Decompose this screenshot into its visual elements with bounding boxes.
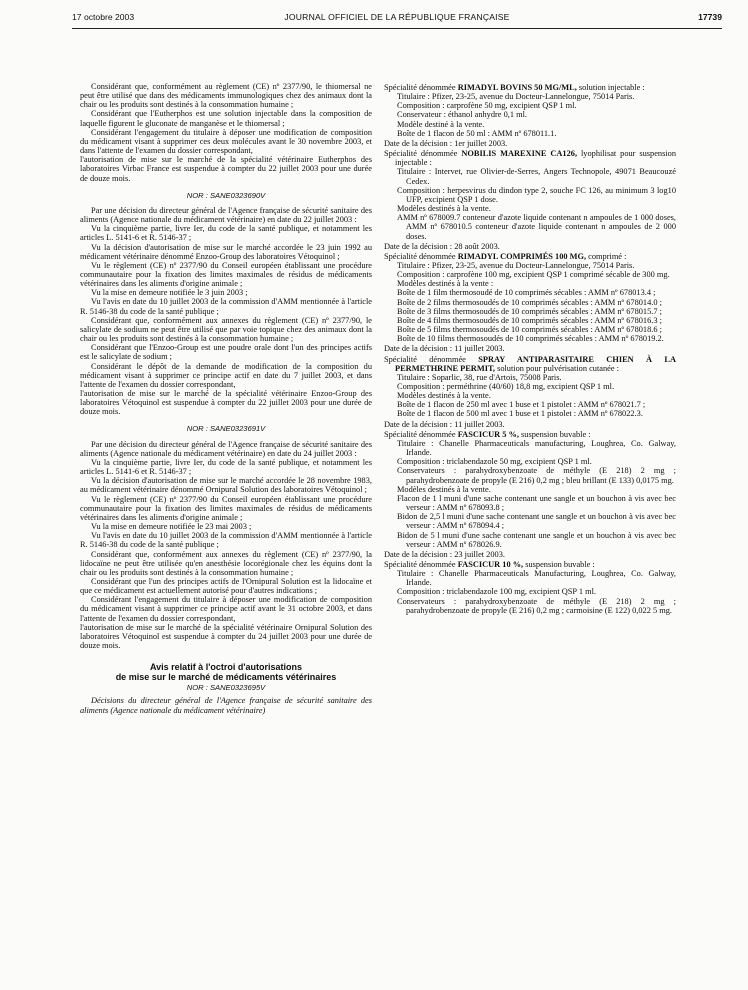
decision-date: Date de la décision : 11 juillet 2003. bbox=[384, 419, 505, 429]
presentation: Boîte de 1 film thermosoudé de 10 comprimés sécables : AMM nº 678013.4 ; bbox=[397, 288, 656, 298]
right-column bbox=[384, 82, 676, 615]
paragraph: Considérant que l'Eutherphos est une solution injectable dans la composition de laquelle figurent le gluconate de manganèse et le thiomersal ; bbox=[80, 109, 372, 128]
presentation: Boîte de 5 films thermosoudés de 10 comprimés sécables : AMM nº 678018.6 ; bbox=[397, 325, 662, 335]
section-heading: Avis relatif à l'octroi d'autorisations de mise sur le marché de médicaments vétérinaires bbox=[115, 662, 337, 683]
paragraph: Considérant le dépôt de la demande de modification de la composition du médicament visant à supprimer ce principe actif en date du 7 juillet 2003, et dans l'attente de l'examen du dossier correspondant, bbox=[80, 361, 372, 389]
presentation: Boîte de 3 films thermosoudés de 10 comprimés sécables : AMM nº 678015.7 ; bbox=[397, 306, 662, 316]
titulaire: Titulaire : Chanelle Pharmaceuticals manufacturing, Loughrea, Co. Galway, Irlande. bbox=[397, 438, 676, 458]
specialty-heading: Spécialité dénommée RIMADYL BOVINS 50 MG/ML, solution injectable : bbox=[384, 83, 645, 92]
paragraph: Vu l'avis en date du 10 juillet 2003 de la commission d'AMM mentionnée à l'article R. 5146-38 du code de la santé publique ; bbox=[80, 297, 372, 316]
specialty-heading: Spécialité dénommée SPRAY ANTIPARASITAIRE CHIEN À LA PERMETHRINE PERMIT, solution pour pulvérisation cutanée : bbox=[384, 354, 676, 373]
paragraph: Considérant l'engagement du titulaire à déposer une modification de composition du médicament visant à supprimer ces deux molécules avant le 30 novembre 2003, et dans l'attente de l'examen du dossier correspondant, bbox=[80, 127, 372, 156]
modele: Modèles destinés à la vente : bbox=[397, 279, 494, 289]
presentation: Boîte de 1 flacon de 250 ml avec 1 buse et 1 pistolet : AMM nº 678021.7 ; bbox=[397, 400, 646, 410]
paragraph: Vu le règlement (CE) nº 2377/90 du Conseil européen établissant une procédure communautaire pour la fixation des limites maximales de résidus de médicaments vétérinaires dans les aliments d'origine animale ; bbox=[80, 260, 372, 289]
paragraph: Considérant que l'Enzoo-Group est une poudre orale dont l'un des principes actifs est le salicylate de sodium ; bbox=[80, 343, 372, 362]
specialty-heading: Spécialité dénommée NOBILIS MAREXINE CA126, lyophilisat pour suspension injectable : bbox=[384, 149, 676, 168]
titulaire: Titulaire : Pfizer, 23-25, avenue du Docteur-Lannelongue, 75014 Paris. bbox=[397, 92, 635, 102]
decision-date: Date de la décision : 11 juillet 2003. bbox=[384, 344, 505, 354]
page-number: 17739 bbox=[698, 12, 722, 22]
paragraph: l'autorisation de mise sur le marché de la spécialité vétérinaire Enzoo-Group des laboratoires Vétoquinol est suspendue à compter du 22 juillet 2003 pour une durée de douze mois. bbox=[80, 389, 372, 417]
decision-date: Date de la décision : 28 août 2003. bbox=[384, 241, 500, 251]
paragraph: Considérant l'engagement du titulaire à déposer une modification de composition du médicament visant à supprimer ce principe actif avant le 31 octobre 2003, et dans l'attente de l'examen du dossier correspondant, bbox=[80, 595, 372, 623]
paragraph: Vu la décision d'autorisation de mise sur le marché accordée le 23 juin 1992 au médicament vétérinaire dénommé Enzoo-Group des laboratoires Vétoquinol ; bbox=[80, 242, 372, 261]
paragraph: Vu la cinquième partie, livre Ier, du code de la santé publique, et notamment les articles L. 5141-6 et R. 5146-37 ; bbox=[80, 457, 372, 477]
composition: Composition : carprofène 100 mg, excipient QSP 1 comprimé sécable de 300 mg. bbox=[397, 270, 670, 280]
conservateur: Conservateur : éthanol anhydre 0,1 ml. bbox=[397, 110, 527, 120]
titulaire: Titulaire : Soparlic, 38, rue d'Artois, 75008 Paris. bbox=[397, 372, 562, 382]
presentation: Flacon de 1 l muni d'une sache contenant une sangle et un bouchon à vis avec bec verseur : AMM nº 678093.8 ; bbox=[397, 493, 676, 513]
paragraph: Vu la décision d'autorisation de mise sur le marché accordée le 28 novembre 1983, au médicament vétérinaire dénommé Ornipural Solution des laboratoires Vétoquinol ; bbox=[80, 476, 372, 495]
specialty-heading: Spécialité dénommée RIMADYL COMPRIMÉS 100 MG, comprimé : bbox=[384, 251, 627, 261]
composition: Composition : perméthrine (40/60) 18,8 mg, excipient QSP 1 ml. bbox=[397, 382, 615, 391]
specialty-heading: Spécialité dénommée FASCICUR 10 %, suspension buvable : bbox=[384, 559, 595, 569]
decisions-intro: Décisions du directeur général de l'Agence française de sécurité sanitaire des aliments (Agence nationale du médicament vétérinaire) bbox=[80, 696, 372, 715]
conservateurs: Conservateurs : parahydroxybenzoate de méthyle (E 218) 2 mg ; parahydrobenzoate de propyle (E 216) 0,2 mg ; carmoisine (E 122) 0,022 5 mg. bbox=[397, 596, 676, 615]
presentation: Boîte de 10 films thermosoudés de 10 comprimés sécables : AMM nº 678019.2. bbox=[397, 334, 664, 344]
paragraph: Par une décision du directeur général de l'Agence française de sécurité sanitaire des aliments (Agence nationale du médicament vétérinaire) en date du 24 juillet 2003 : bbox=[80, 439, 372, 458]
titulaire: Titulaire : Pfizer, 23-25, avenue du Docteur-Lannelongue, 75014 Paris. bbox=[397, 260, 635, 270]
modele: Modèles destinés à la vente. bbox=[397, 391, 491, 401]
paragraph: Par une décision du directeur général de l'Agence française de sécurité sanitaire des aliments (Agence nationale du médicament vétérinaire) en date du 22 juillet 2003 : bbox=[80, 205, 372, 225]
paragraph: l'autorisation de mise sur le marché de la spécialité vétérinaire Eutherphos des laboratoires Virbac France est suspendue à compter du 22 juillet 2003 pour une durée de douze mois. bbox=[80, 155, 372, 183]
conservateurs: Conservateurs : parahydroxybenzoate de méthyle (E 218) 2 mg ; parahydrobenzoate de propyle (E 216) 0,2 mg ; bleu brillant (E 133) 0,0175 mg. bbox=[397, 466, 676, 485]
page-header bbox=[72, 10, 722, 26]
modele: Modèles destinés à la vente. bbox=[397, 204, 491, 214]
presentation: Bidon de 5 l muni d'une sache contenant une sangle et un bouchon à vis avec bec verseur : AMM nº 678026.9. bbox=[397, 530, 676, 549]
composition: Composition : triclabendazole 100 mg, excipient QSP 1 ml. bbox=[397, 587, 596, 597]
header-rule bbox=[72, 28, 722, 29]
paragraph: Vu la cinquième partie, livre Ier, du code de la santé publique, et notamment les articles L. 5141-6 et R. 5146-37 ; bbox=[80, 224, 372, 243]
presentation: Boîte de 1 flacon de 50 ml : AMM nº 678011.1. bbox=[397, 128, 557, 138]
nor-reference: NOR : SANE0323690V bbox=[186, 190, 266, 200]
nor-reference: NOR : SANE0323695V bbox=[186, 683, 266, 693]
presentation: AMM nº 678009.7 conteneur d'azote liquide contenant n ampoules de 1 000 doses, AMM nº 678010.5 conteneur d'azote liquide contenant n ampoules de 2 000 doses. bbox=[397, 213, 676, 241]
paragraph: Vu la mise en demeure notifiée le 3 juin 2003 ; bbox=[91, 288, 248, 298]
presentation: Boîte de 1 flacon de 500 ml avec 1 buse et 1 pistolet : AMM nº 678022.3. bbox=[397, 409, 643, 419]
presentation: Bidon de 2,5 l muni d'une sache contenant une sangle et un bouchon à vis avec bec verseur : AMM nº 678094.4 ; bbox=[397, 512, 676, 531]
left-column bbox=[80, 82, 372, 715]
decision-date: Date de la décision : 1er juillet 2003. bbox=[384, 138, 508, 148]
header-date: 17 octobre 2003 bbox=[72, 12, 135, 22]
decision-date: Date de la décision : 23 juillet 2003. bbox=[384, 549, 505, 559]
titulaire: Titulaire : Intervet, rue Olivier-de-Serres, Angers Technopole, 49071 Beaucouzé Cedex. bbox=[397, 167, 676, 186]
composition: Composition : herpesvirus du dindon type 2, souche FC 126, au minimum 3 log10 UFP, excipient QSP 1 dose. bbox=[397, 185, 676, 204]
paragraph: Considérant que, conformément aux annexes du règlement (CE) nº 2377/90, la lidocaïne ne peut être utilisée qu'en anesthésie locorégionale chez les équins dont la chair ou les produits sont destinés à la consommation humaine ; bbox=[80, 549, 372, 577]
composition: Composition : carprofène 50 mg, excipient QSP 1 ml. bbox=[397, 101, 577, 111]
paragraph: Vu l'avis en date du 10 juillet 2003 de la commission d'AMM mentionnée à l'article R. 5146-38 du code de la santé publique ; bbox=[80, 531, 372, 550]
paragraph: Considérant que, conformément aux annexes du règlement (CE) nº 2377/90, le salicylate de sodium ne peut être utilisé que par voie topique chez des animaux dont la chair ou les produits sont destinés à la consommation humaine ; bbox=[80, 315, 372, 344]
paragraph: Considérant que l'un des principes actifs de l'Ornipural Solution est la lidocaïne et que ce médicament est actuellement autorisé pour d'autres indications ; bbox=[80, 576, 372, 596]
paragraph: Considérant que, conformément au règlement (CE) nº 2377/90, le thiomersal ne peut être utilisé que dans des médicaments immunologiques chez des animaux dont la chair ou les produits sont destinés à la consommation humaine ; bbox=[80, 82, 372, 110]
specialty-heading: Spécialité dénommée FASCICUR 5 %, suspension buvable : bbox=[384, 429, 591, 439]
composition: Composition : triclabendazole 50 mg, excipient QSP 1 ml. bbox=[397, 457, 592, 467]
paragraph: l'autorisation de mise sur le marché de la spécialité vétérinaire Ornipural Solution des laboratoires Vétoquinol est suspendue à compter du 24 juillet 2003 pour une durée de douze mois. bbox=[80, 622, 372, 651]
presentation: Boîte de 4 films thermosoudés de 10 comprimés sécables : AMM nº 678016.3 ; bbox=[397, 315, 662, 325]
modele: Modèles destinés à la vente. bbox=[397, 484, 491, 494]
modele: Modèle destiné à la vente. bbox=[397, 119, 485, 129]
presentation: Boîte de 2 films thermosoudés de 10 comprimés sécables : AMM nº 678014.0 ; bbox=[397, 297, 662, 307]
nor-reference: NOR : SANE0323691V bbox=[186, 424, 266, 434]
paragraph: Vu la mise en demeure notifiée le 23 mai 2003 ; bbox=[91, 522, 252, 532]
paragraph: Vu le règlement (CE) nº 2377/90 du Conseil européen établissant une procédure communautaire pour la fixation des limites maximales de résidus de médicaments vétérinaires dans les aliments d'origine animale ; bbox=[80, 494, 372, 522]
journal-title: JOURNAL OFFICIEL DE LA RÉPUBLIQUE FRANÇAISE bbox=[284, 12, 510, 22]
titulaire: Titulaire : Chanelle Pharmaceuticals Manufacturing, Loughrea, Co. Galway, Irlande. bbox=[397, 569, 676, 588]
